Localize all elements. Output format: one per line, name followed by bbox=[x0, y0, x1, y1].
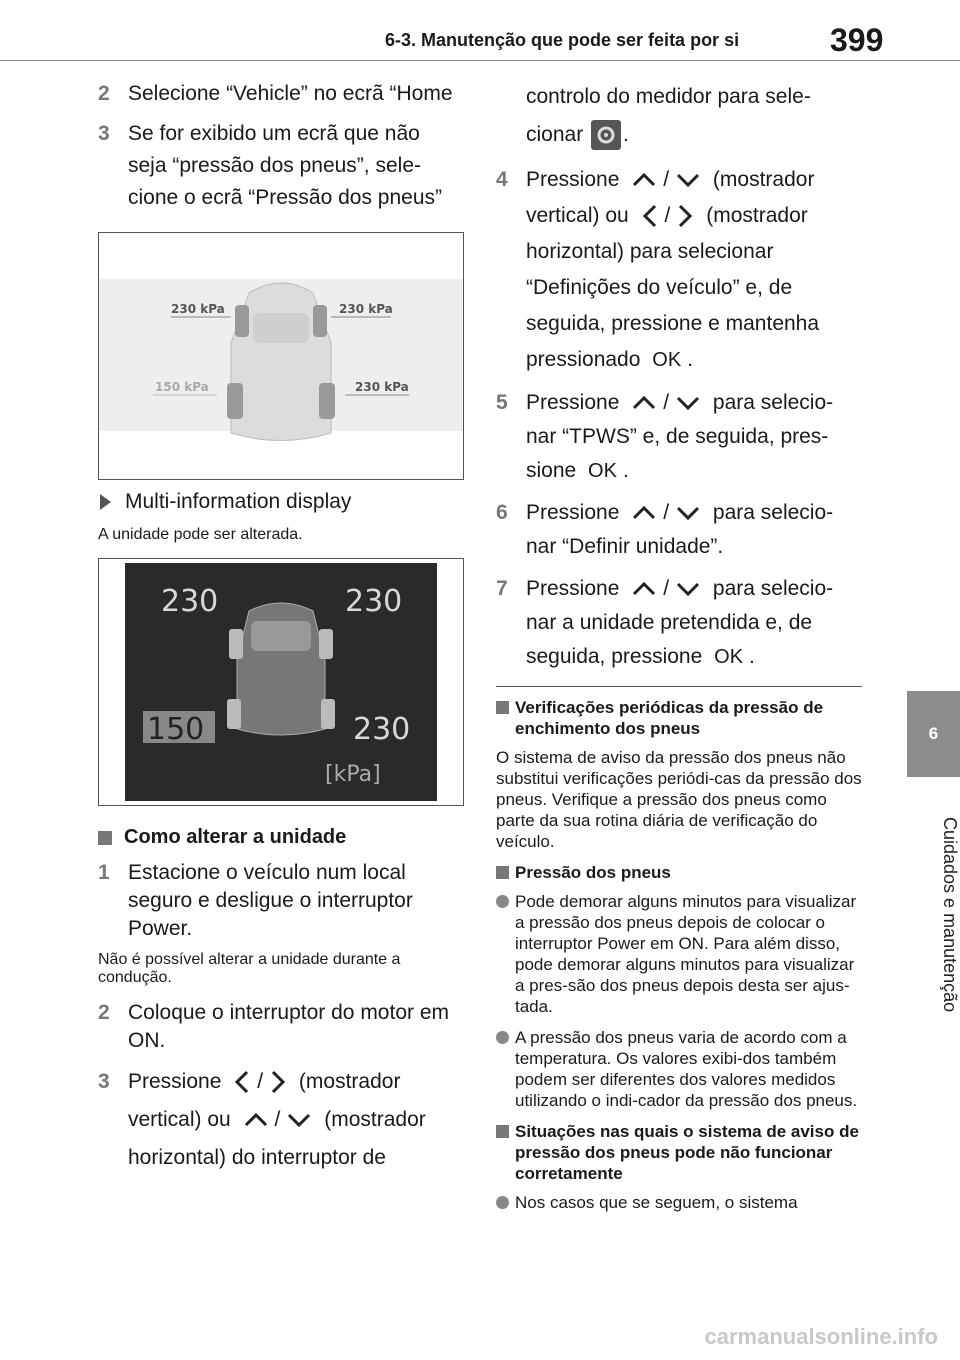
front-right-value: 230 bbox=[345, 584, 403, 619]
square-bullet-icon bbox=[98, 831, 112, 845]
heading-periodic-checks: Verificações periódicas da pressão de enchimento dos pneus bbox=[496, 697, 862, 739]
periodic-checks-text: O sistema de aviso da pressão dos pneus não substitui verificações periódi-cas da pressão dos pneus. Verifique a pressão dos pneus como parte da sua rotina diária de verificação do veículo. bbox=[496, 748, 862, 851]
step-text: Selecione “Vehicle” no ecrã “Home bbox=[128, 82, 453, 105]
chevron-up-icon bbox=[631, 504, 657, 522]
step-2-home bbox=[98, 78, 464, 110]
ok-button-icon: OK bbox=[588, 460, 617, 482]
ok-button-icon: OK bbox=[652, 349, 682, 371]
step-3-press-controls: 3 Pressione / (mostrador vertical) ou / (mostrador horizontal) do interruptor de bbox=[98, 1063, 464, 1177]
front-left-pressure: 230 kPa bbox=[171, 302, 225, 316]
figure-caption bbox=[98, 490, 464, 514]
front-left-value: 230 bbox=[161, 584, 219, 619]
section-divider bbox=[496, 686, 862, 687]
caption-text: Multi-information display bbox=[125, 490, 352, 513]
step-number: 1 bbox=[98, 861, 110, 884]
rear-right-pressure: 230 kPa bbox=[355, 380, 409, 394]
rear-left-value: 150 bbox=[147, 712, 205, 747]
chevron-down-icon bbox=[286, 1111, 312, 1129]
caption-arrow-icon bbox=[100, 494, 111, 510]
step-6: 6 Pressione / para selecio-nar “Definir unidade”. bbox=[496, 501, 834, 558]
step-number: 2 bbox=[98, 82, 110, 105]
settings-gear-icon bbox=[591, 120, 621, 150]
step-3-select-screen bbox=[98, 118, 464, 214]
chevron-up-icon bbox=[631, 394, 657, 412]
header-rule bbox=[0, 60, 960, 61]
chevron-up-icon bbox=[631, 580, 657, 598]
step-number: 2 bbox=[98, 1001, 110, 1024]
step-number: 3 bbox=[98, 1070, 110, 1093]
chapter-label: Cuidados e manutenção bbox=[940, 817, 960, 1013]
chevron-down-icon bbox=[675, 394, 701, 412]
chevron-left-icon bbox=[233, 1069, 251, 1095]
rear-left-pressure: 150 kPa bbox=[155, 380, 209, 394]
rear-right-value: 230 bbox=[353, 712, 411, 747]
step-5: 5 Pressione / para selecio-nar “TPWS” e, de seguida, pres-sione OK . bbox=[496, 391, 834, 482]
unit-note: A unidade pode ser alterada. bbox=[98, 526, 303, 543]
chevron-right-icon bbox=[676, 203, 694, 229]
front-right-pressure: 230 kPa bbox=[339, 302, 393, 316]
step-text: Estacione o veículo num local seguro e desligue o interruptor Power. bbox=[128, 861, 413, 940]
heading-malfunction-situations: Situações nas quais o sistema de aviso de pressão dos pneus pode não funcionar corretamente bbox=[496, 1121, 862, 1184]
chevron-down-icon bbox=[675, 171, 701, 189]
figure-tire-pressure-screen bbox=[98, 232, 464, 480]
square-bullet-icon bbox=[496, 866, 509, 879]
chevron-down-icon bbox=[675, 580, 701, 598]
square-bullet-icon bbox=[496, 701, 509, 714]
step-text: Se for exibido um ecrã que não seja “pressão dos pneus”, sele-cione o ecrã “Pressão dos pneus” bbox=[128, 122, 443, 209]
step-4: 4 Pressione / (mostrador vertical) ou / (mostrador horizontal) para selecionar “Definições do veículo” e, de seguida, pressione e mantenha pressionado OK . bbox=[496, 168, 820, 371]
car-top-view-illustration bbox=[99, 233, 463, 479]
chevron-left-icon bbox=[641, 203, 659, 229]
bullet-dot-icon bbox=[496, 1196, 509, 1209]
unit-label: [kPa] bbox=[325, 762, 381, 787]
step-text: Coloque o interruptor do motor em ON. bbox=[128, 1001, 449, 1052]
list-item: A pressão dos pneus varia de acordo com a temperatura. Os valores exibi-dos também podem ser diferentes dos valores medidos utilizando o indi-cador da pressão dos pneus. bbox=[496, 1027, 862, 1111]
chevron-right-icon bbox=[269, 1069, 287, 1095]
step-2-power-on bbox=[98, 999, 464, 1055]
heading-tire-pressure: Pressão dos pneus bbox=[496, 862, 862, 883]
chevron-up-icon bbox=[631, 171, 657, 189]
page-number: 399 bbox=[830, 22, 884, 58]
page-header-title: 6-3. Manutenção que pode ser feita por si bbox=[385, 30, 740, 50]
bullet-dot-icon bbox=[496, 1031, 509, 1044]
driving-note: Não é possível alterar a unidade durante a condução. bbox=[98, 951, 401, 986]
chapter-tab: 6 bbox=[907, 691, 960, 777]
figure-multi-information-display bbox=[98, 558, 464, 806]
chevron-up-icon bbox=[243, 1111, 269, 1129]
step-3-continued: controlo do medidor para sele-cionar . bbox=[496, 78, 862, 154]
list-item: Pode demorar alguns minutos para visualizar a pressão dos pneus depois de colocar o interruptor Power em ON. Para além disso, pode demorar alguns minutos para visualizar a pres-são dos pneus depois desta ser ajus-tada. bbox=[496, 891, 862, 1017]
step-1-park bbox=[98, 859, 464, 943]
square-bullet-icon bbox=[496, 1125, 509, 1138]
bullet-dot-icon bbox=[496, 895, 509, 908]
step-7: 7 Pressione / para selecio-nar a unidade pretendida e, de seguida, pressione OK . bbox=[496, 577, 834, 668]
section-title-change-unit: Como alterar a unidade bbox=[98, 826, 464, 849]
step-number: 3 bbox=[98, 122, 110, 145]
watermark: carmanualsonline.info bbox=[704, 1324, 938, 1349]
chevron-down-icon bbox=[675, 504, 701, 522]
ok-button-icon: OK bbox=[714, 646, 744, 668]
left-column bbox=[98, 78, 464, 1185]
right-column bbox=[496, 78, 862, 1223]
mid-display-illustration bbox=[99, 559, 463, 805]
list-item: Nos casos que se seguem, o sistema bbox=[496, 1192, 862, 1213]
